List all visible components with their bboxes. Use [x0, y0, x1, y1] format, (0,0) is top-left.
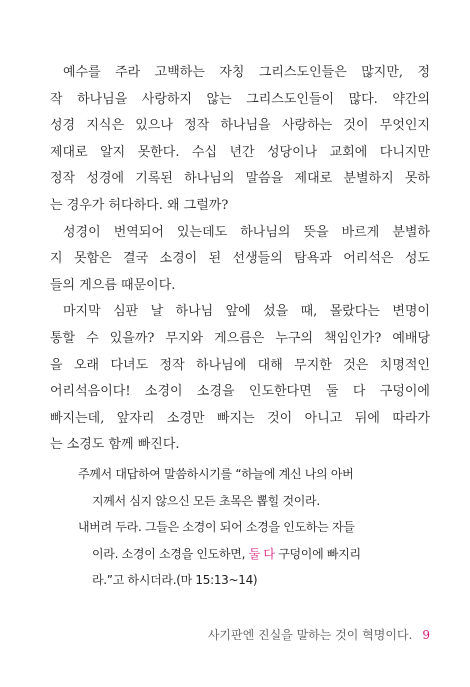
- text-line: 마지막 심판 날 하나님 앞에 섰을 때, 몰랐다는 변명이: [63, 304, 430, 320]
- quote-text: 구덩이에 빠지리: [274, 546, 361, 561]
- body-text: [50, 60, 430, 459]
- quote-line: 주께서 대답하여 말씀하시기를 “하늘에 계신 나의 아버: [78, 467, 354, 481]
- quote-highlight: 둘 다: [248, 546, 275, 561]
- text-line: 제대로 알지 못한다. 수십 년간 성당이나 교회에 다니지만: [50, 144, 430, 160]
- text-line: 지 못함은 결국 소경이 된 선생들의 탐욕과 어리석은 성도: [50, 251, 430, 267]
- paragraph-3: [50, 299, 430, 459]
- text-line: 예수를 주라 고백하는 자칭 그리스도인들은 많지만, 정: [63, 65, 430, 80]
- running-title: 사기판엔 진실을 말하는 것이 혁명이다.: [207, 628, 413, 642]
- text-line: 통할 수 있을까? 무지와 게으름은 누구의 책임인가? 예배당: [50, 330, 430, 346]
- text-line: 작 하나님을 사랑하지 않는 그리스도인들이 많다. 약간의: [50, 91, 430, 107]
- text-line: 성경 지식은 있으나 정작 하나님을 사랑하는 것이 무엇인지: [50, 118, 430, 134]
- paragraph-1: [50, 60, 430, 220]
- text-line: 는 소경도 함께 빠진다.: [50, 437, 180, 453]
- quote-line: 내버려 두라. 그들은 소경이 되어 소경을 인도하는 자들: [78, 520, 355, 534]
- text-line: 는 경우가 허다하다. 왜 그럴까?: [50, 197, 229, 213]
- page-footer: [0, 626, 430, 643]
- text-line: 어리석음이다! 소경이 소경을 인도한다면 둘 다 구덩이에: [50, 384, 430, 400]
- text-line: 들의 게으름 때문이다.: [50, 277, 176, 293]
- scripture-quote: [78, 461, 408, 594]
- quote-text: 이라. 소경이 소경을 인도하면,: [92, 546, 249, 561]
- quote-line: 라.”고 하시더라.(마 15:13~14): [92, 573, 258, 587]
- quote-line: 지께서 심지 않으신 모든 초목은 뽑힐 것이라.: [92, 493, 320, 508]
- text-line: 을 오래 다녀도 정작 하나님에 대해 무지한 것은 치명적인: [50, 357, 430, 373]
- text-line: 성경이 번역되어 있는데도 하나님의 뜻을 바르게 분별하: [63, 224, 430, 240]
- page-number: 9: [422, 628, 430, 642]
- text-line: 빠지는데, 앞자리 소경만 빠지는 것이 아니고 뒤에 따라가: [50, 410, 430, 426]
- quote-line: [78, 541, 408, 568]
- text-line: 정작 성경에 기록된 하나님의 말씀을 제대로 분별하지 못하: [50, 171, 430, 187]
- paragraph-2: [50, 220, 430, 300]
